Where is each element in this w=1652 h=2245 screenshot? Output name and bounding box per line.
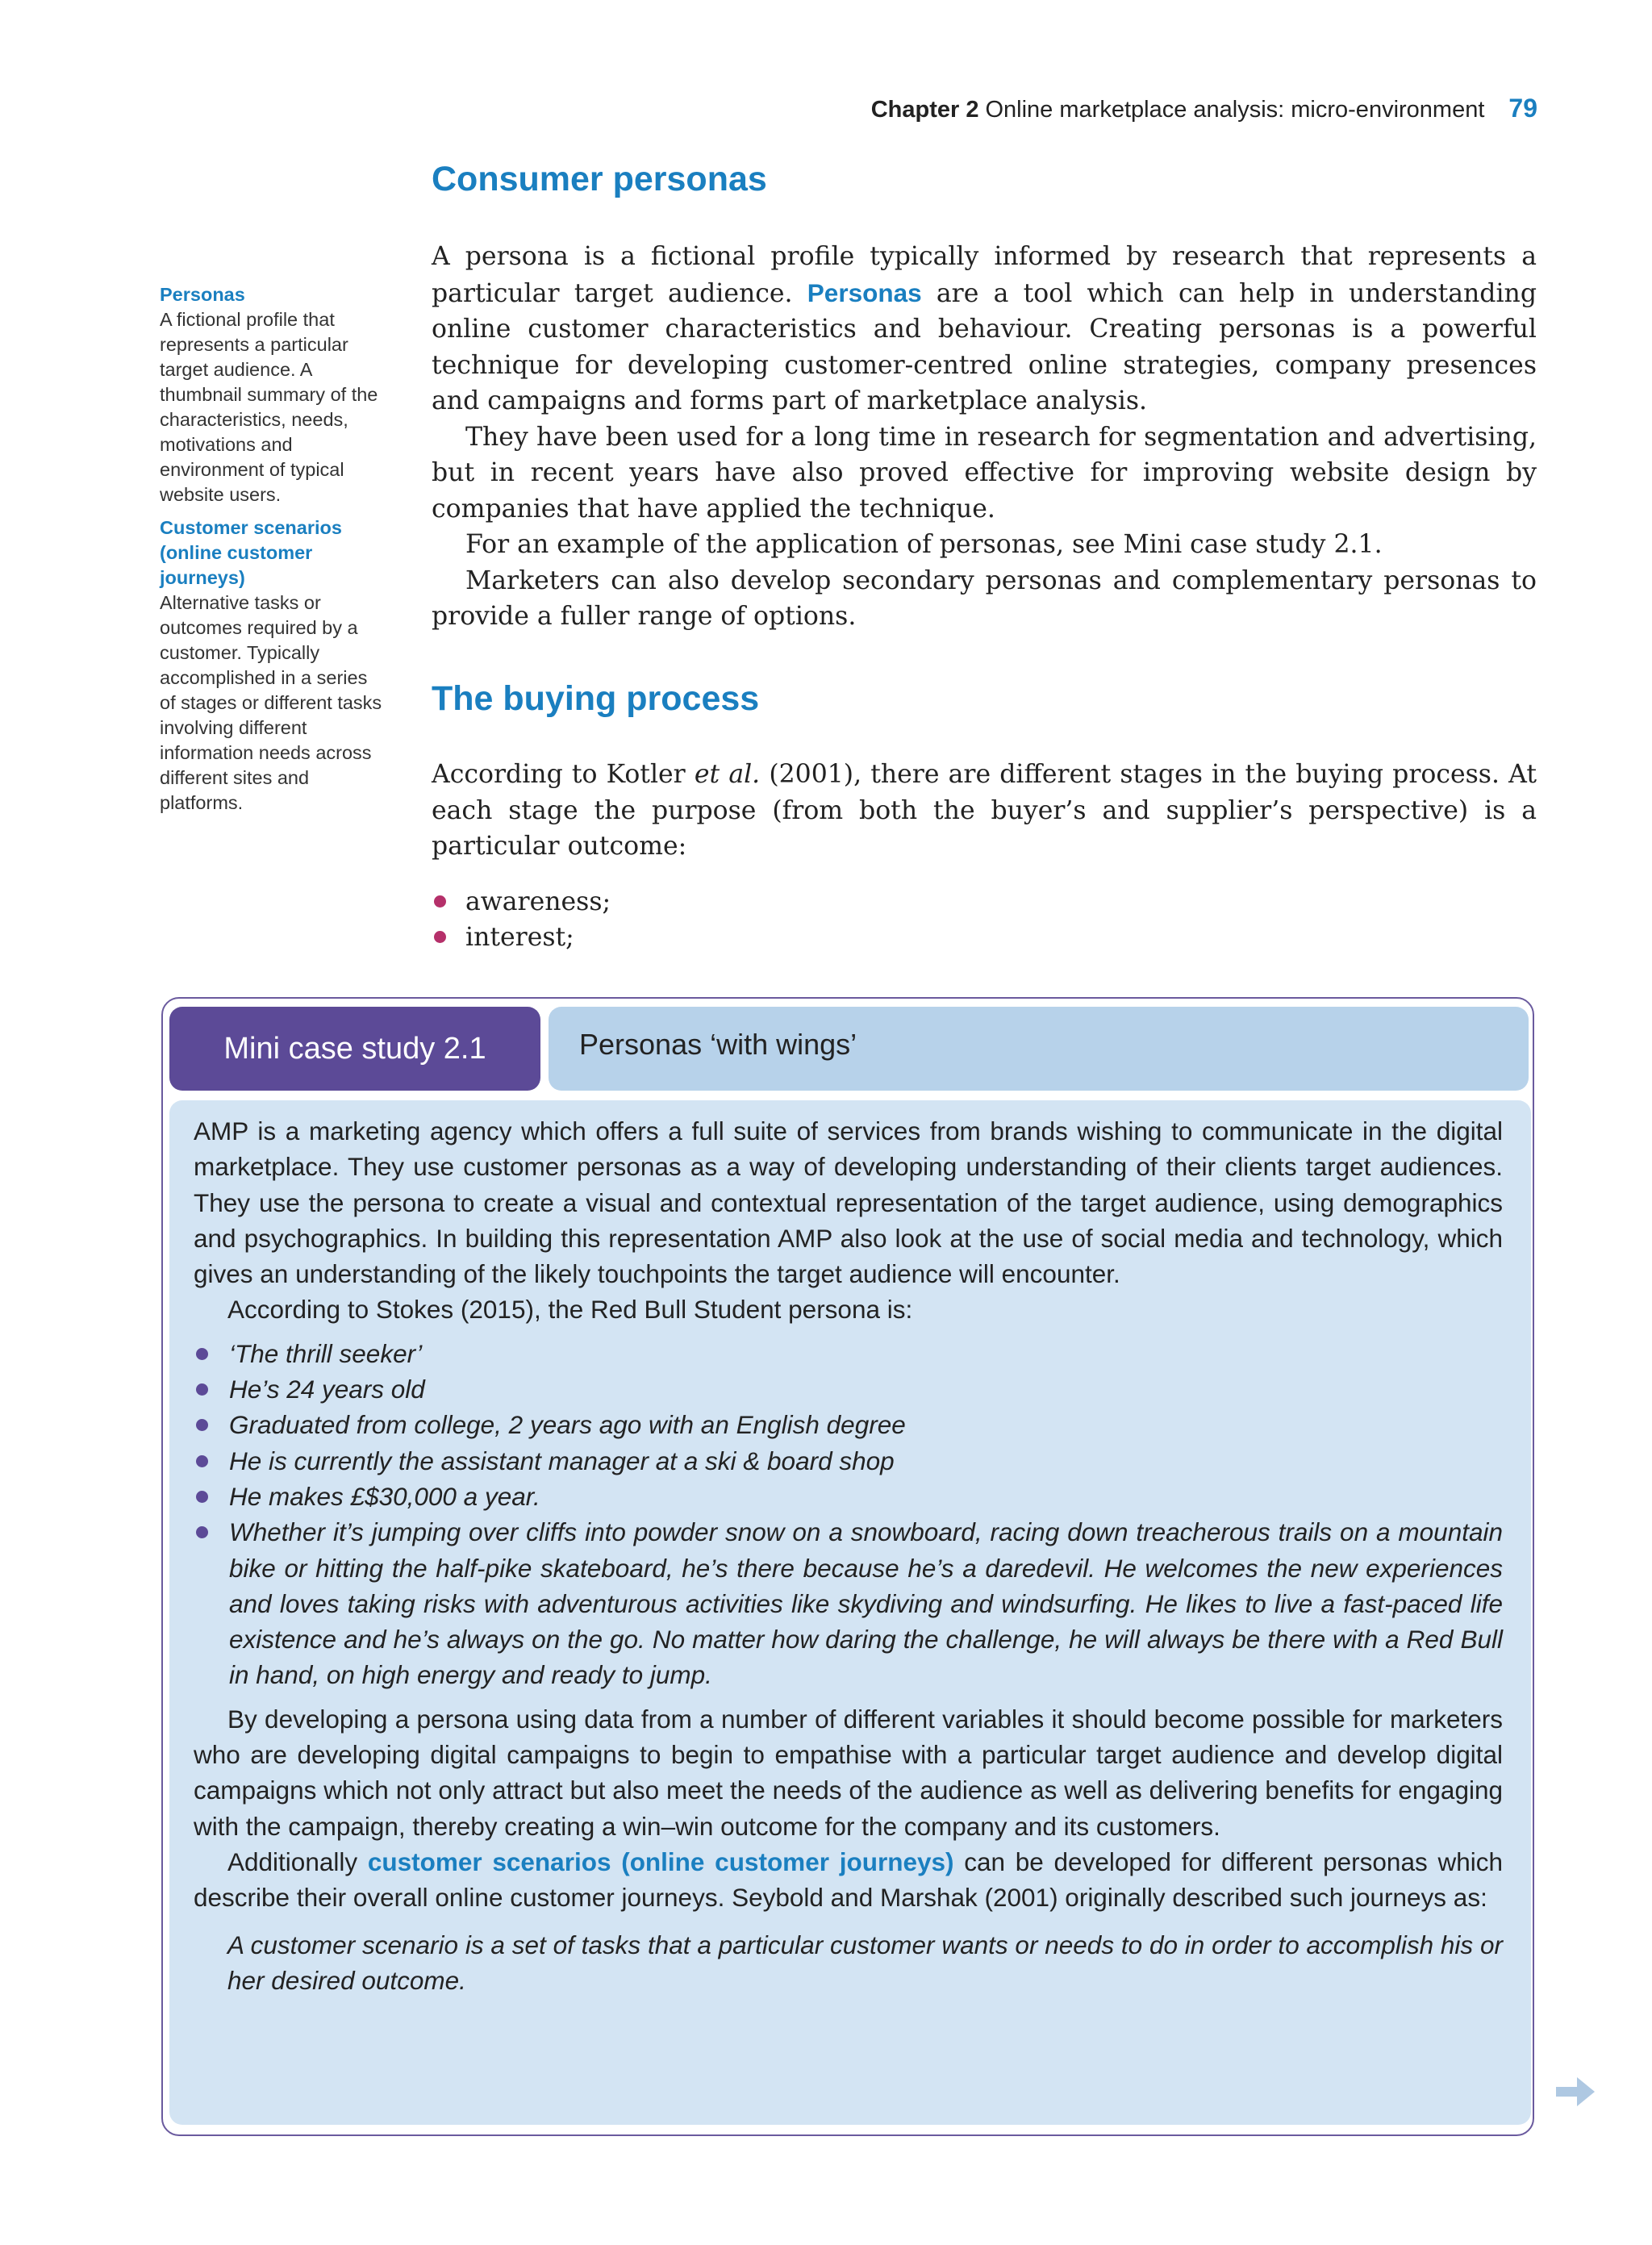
list-item: He makes £$30,000 a year. xyxy=(194,1479,1503,1514)
chapter-number: Chapter 2 xyxy=(870,97,979,123)
case-paragraph-4: Additionally customer scenarios (online customer journeys) can be developed for different personas which describe their overall online customer journeys. Seybold and Marshak (2001) originally described such journeys as: xyxy=(194,1846,1503,1913)
bullet-icon xyxy=(196,1419,208,1431)
personas-paragraph-4: Marketers can also develop secondary personas and complementary personas to provide a fuller range of options. xyxy=(432,565,1537,631)
bullet-icon xyxy=(196,1383,208,1396)
running-head xyxy=(871,94,1537,123)
section-heading-personas: Consumer personas xyxy=(432,160,767,198)
buying-paragraph-1: According to Kotler et al. (2001), there are different stages in the buying process. At each stage the purpose (from both the buyer’s and supplier’s perspective) is a particular outcome: xyxy=(432,760,1537,861)
buying-stages-list xyxy=(432,884,611,955)
margin-definition: A fictional profile that represents a particular target audience. A thumbnail summary of the characteristics, needs, motivations and environment of typical website users. xyxy=(160,309,378,505)
personas-paragraph-2: They have been used for a long time in research for segmentation and advertising, but in recent years have also proved effective for improving website design by companies that have applied the technique. xyxy=(432,422,1537,524)
margin-glossary xyxy=(160,282,386,824)
bullet-icon xyxy=(434,931,446,943)
bullet-icon xyxy=(196,1455,208,1467)
list-item: He’s 24 years old xyxy=(194,1371,1503,1407)
personas-paragraph-3: For an example of the application of personas, see Mini case study 2.1. xyxy=(465,530,1383,559)
bullet-icon xyxy=(196,1491,208,1503)
keyword-customer-scenarios: customer scenarios (online customer journeys) xyxy=(367,1846,954,1876)
case-paragraph-1: AMP is a marketing agency which offers a full suite of services from brands wishing to communicate in the digital marketplace. They use customer personas as a way of developing understanding of their clients target audiences. They use the persona to create a visual and contextual representation of the target audience, using demographics and psychographics. In building this representation AMP also look at the use of social media and technology, which gives an understanding of the likely touchpoints the target audience will encounter. xyxy=(194,1116,1503,1289)
case-study-title-bar xyxy=(549,1007,1529,1091)
bullet-icon xyxy=(434,895,446,908)
margin-term: Customer scenarios (online customer journeys) xyxy=(160,517,342,588)
case-study-text xyxy=(194,1113,1503,1998)
chapter-title: Online marketplace analysis: micro-environment xyxy=(985,97,1485,123)
bullet-icon xyxy=(196,1348,208,1360)
arrow-right-icon[interactable] xyxy=(1553,2069,1598,2114)
case-study-label: Mini case study 2.1 xyxy=(169,1007,540,1091)
margin-definition: Alternative tasks or outcomes required by a customer. Typically accomplished in a series of stages or different tasks involving different information needs across different sites and platforms. xyxy=(160,592,382,813)
keyword-personas: Personas xyxy=(807,277,922,307)
personas-paragraph-1: A persona is a fictional profile typically informed by research that represents a particular target audience. Personas are a tool which can help in understanding online customer characteristics and behaviour. Creating personas is a powerful technique for developing customer-centred online strategies, company presences and campaigns and forms part of marketplace analysis. xyxy=(432,242,1537,415)
case-study-title: Personas ‘with wings’ xyxy=(579,1028,857,1061)
bullet-icon xyxy=(196,1526,208,1538)
personas-body xyxy=(432,239,1537,635)
section-heading-buying: The buying process xyxy=(432,679,760,718)
list-item: Whether it’s jumping over cliffs into powder snow on a snowboard, racing down treacherous trails on a mountain bike or hitting the half-pike skateboard, he’s there because he’s a daredevil. He welcomes the new experiences and loves taking risks with adventurous activities like skydiving and windsurfing. He likes to live a fast-paced life existence and he’s always on the go. No matter how daring the challenge, he will always be there with a Red Bull in hand, on high energy and ready to jump. xyxy=(194,1514,1503,1692)
list-item: interest; xyxy=(432,920,611,955)
case-paragraph-2: According to Stokes (2015), the Red Bull Student persona is: xyxy=(227,1295,913,1325)
margin-term: Personas xyxy=(160,284,245,305)
case-quote: A customer scenario is a set of tasks that a particular customer wants or needs to do in order to accomplish his or her desired outcome. xyxy=(227,1930,1503,1995)
persona-traits-list xyxy=(194,1336,1503,1693)
list-item: Graduated from college, 2 years ago with an English degree xyxy=(194,1407,1503,1442)
page-number: 79 xyxy=(1508,94,1537,123)
list-item: awareness; xyxy=(432,884,611,920)
list-item: He is currently the assistant manager at a ski & board shop xyxy=(194,1443,1503,1479)
case-paragraph-3: By developing a persona using data from a number of different variables it should become possible for marketers who are developing digital campaigns to begin to empathise with a particular target audience and develop digital campaigns which not only attract but also meet the needs of the audience as well as delivering benefits for engaging with the campaign, thereby creating a win–win outcome for the company and its customers. xyxy=(194,1704,1503,1841)
buying-body xyxy=(432,757,1537,865)
list-item: ‘The thrill seeker’ xyxy=(194,1336,1503,1371)
